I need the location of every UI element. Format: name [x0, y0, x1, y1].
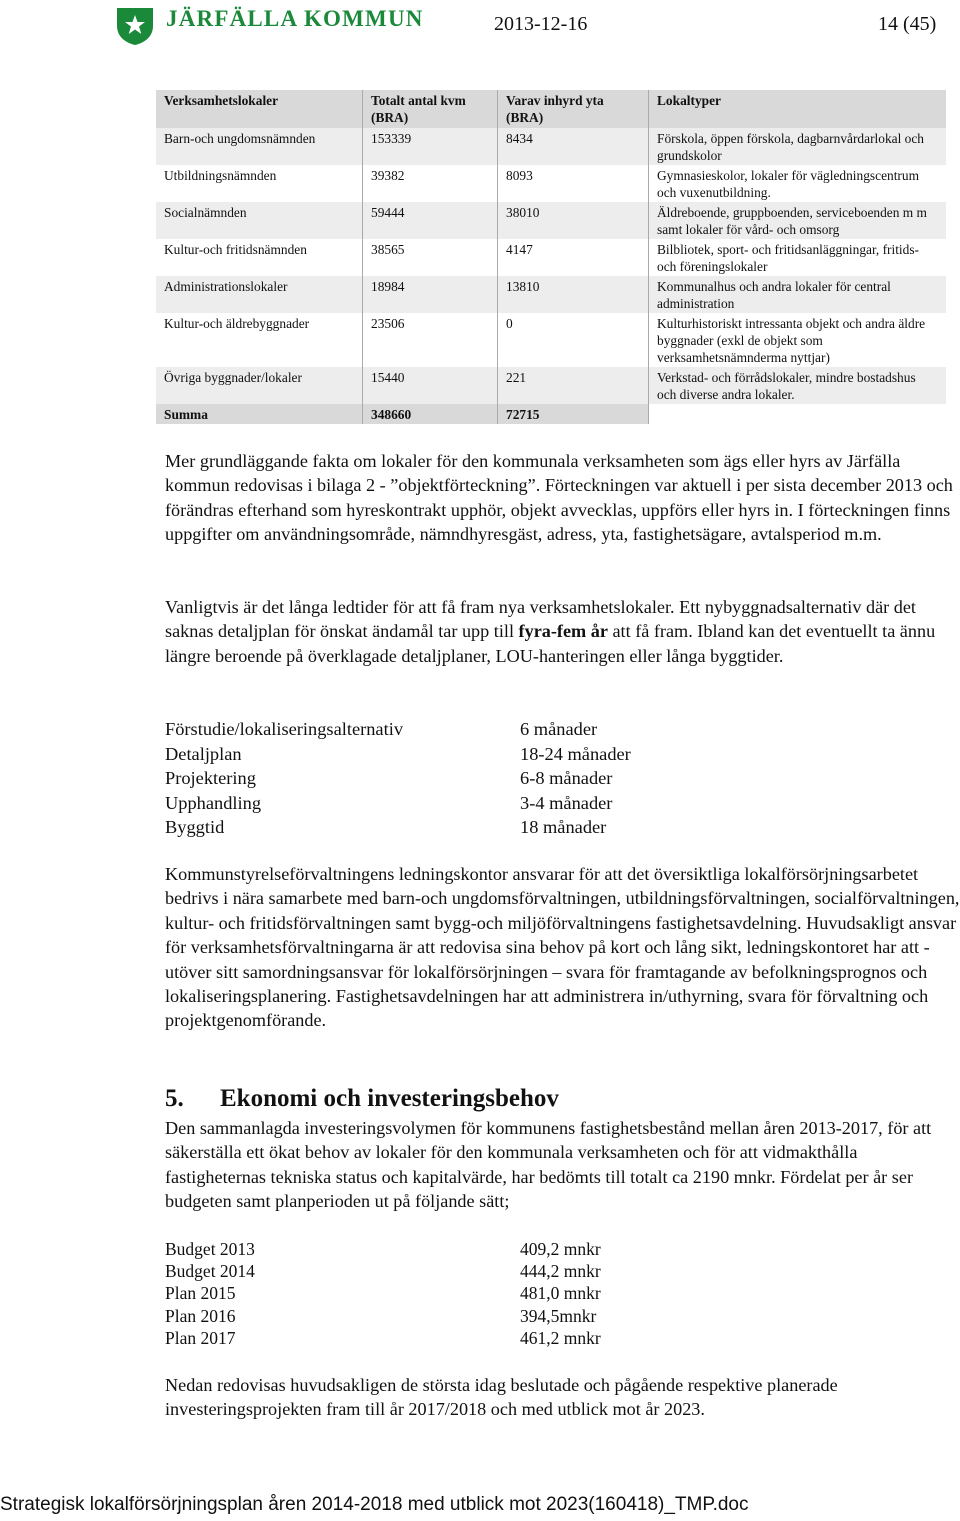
table-cell: 18984: [363, 276, 498, 313]
budget-value: 394,5mnkr: [520, 1305, 597, 1326]
municipality-logo: [114, 6, 156, 46]
paragraph-investeringsvolym: Den sammanlagda investeringsvolymen för kommunens fastighetsbestånd mellan åren 2013-2017, för att säkerställa ett ökat behov av lokaler för den kommunala verksamheten och för att vidmakthålla fastigheternas tekniska status och kapitalvärde, har bedömts till totalt ca 2190 mnkr. Fördelat per år ser budgeten samt planperioden ut på följande sätt;: [165, 1118, 932, 1212]
table-row: [156, 128, 946, 165]
table-cell: Barn-och ungdomsnämnden: [156, 128, 363, 165]
budget-value: 481,0 mnkr: [520, 1283, 601, 1304]
table-cell: 38565: [363, 239, 498, 276]
table-cell: Kultur-och fritidsnämnden: [156, 239, 363, 276]
phase-name: Detaljplan: [165, 743, 242, 764]
budget-label: Plan 2016: [165, 1305, 236, 1326]
budget-label: Plan 2017: [165, 1327, 236, 1348]
coat-of-arms-icon: [114, 6, 156, 46]
table-cell: Administrationslokaler: [156, 276, 363, 313]
document-footer: Strategisk lokalförsörjningsplan åren 2014-2018 med utblick mot 2023(160418)_TMP.doc: [0, 1494, 749, 1515]
budget-value: 409,2 mnkr: [520, 1239, 601, 1259]
page-number: 14 (45): [878, 13, 937, 35]
budget-label: Budget 2013: [165, 1239, 255, 1259]
column-header: Totalt antal kvm (BRA): [363, 90, 498, 128]
text-span: Vanligtvis är det långa ledtider för att få fram nya verksamhetslokaler. Ett nybyggnadsalternativ där det saknas detaljplan för önskat ändamål tar upp till: [165, 597, 916, 642]
phase-name: Upphandling: [165, 792, 262, 813]
table-cell: Socialnämnden: [156, 202, 363, 239]
column-header: Varav inhyrd yta (BRA): [498, 90, 649, 128]
table-row: [156, 202, 946, 239]
table-cell: Förskola, öppen förskola, dagbarnvårdarlokal och grundskolor: [649, 128, 947, 165]
table-cell: 8434: [498, 128, 649, 165]
table-cell: Äldreboende, gruppboenden, serviceboenden m m samt lokaler för vård- och omsorg: [649, 202, 947, 239]
summary-total: 348660: [363, 404, 498, 424]
table-cell: 0: [498, 313, 649, 367]
table-cell: 15440: [363, 367, 498, 404]
paragraph-ledningskontor: Kommunstyrelseförvaltningens ledningskontor ansvarar för att det översiktliga lokalförsörjningsarbetet bedrivs i nära samarbete med barn-och ungdomsförvaltningen, utbildningsförvaltningen, socialförvaltningen, kultur- och fritidsförvaltningen samt bygg-och miljöförvaltningens fastighetsavdelning. Huvudsakligt ansvar för verksamhetsförvaltningarna är att redovisa sina behov på kort och lång sikt, ledningskontoret har att - utöver sitt samordningsansvar för lokalförsörjningen – svara för framtagande av befolkningsprognos och lokaliseringsplanering. Fastighetsavdelningen har att administrera in/uthyrning, svara för förvaltning och projektgenomförande.: [165, 864, 960, 1031]
table-cell: Kulturhistoriskt intressanta objekt och andra äldre byggnader (exkl de objekt som verksamhetsnämnderma nyttjar): [649, 313, 947, 367]
table-row: [156, 313, 946, 367]
document-date: 2013-12-16: [494, 13, 588, 35]
table-row: [156, 276, 946, 313]
emphasis-text: fyra-fem år: [518, 621, 608, 642]
phase-duration: 18-24 månader: [520, 743, 631, 764]
table-row: [156, 367, 946, 404]
budget-label: Budget 2014: [165, 1261, 255, 1282]
budget-label: Plan 2015: [165, 1283, 236, 1304]
section-number: 5.: [165, 1085, 184, 1112]
budget-value: 461,2 mnkr: [520, 1327, 601, 1348]
summary-label: Summa: [156, 404, 363, 424]
phase-name: Förstudie/lokaliseringsalternativ: [165, 719, 404, 739]
table-cell: Kommunalhus och andra lokaler för central administration: [649, 276, 947, 313]
table-cell: Övriga byggnader/lokaler: [156, 367, 363, 404]
table-cell: 221: [498, 367, 649, 404]
paragraph-objektforteckning: Mer grundläggande fakta om lokaler för den kommunala verksamheten som ägs eller hyrs av Järfälla kommun redovisas i bilaga 2 - ”objektförteckning”. Förteckningen var aktuell i per sista december 2013 och förändras efterhand som hyreskontrakt upphör, objekt avvecklas, uppförs eller hyrs in. I förteckningen finns uppgifter om användningsområde, nämndhyresgäst, adress, yta, fastighetsägare, avtalsperiod m.m.: [165, 451, 953, 545]
municipality-name: JÄRFÄLLA KOMMUN: [166, 6, 424, 31]
premises-table: [156, 90, 946, 424]
table-cell: 59444: [363, 202, 498, 239]
table-row: [156, 239, 946, 276]
section-title: Ekonomi och investeringsbehov: [220, 1085, 559, 1112]
phase-duration: 18 månader: [520, 817, 607, 837]
table-cell: 8093: [498, 165, 649, 202]
table-cell: 23506: [363, 313, 498, 367]
budget-value: 444,2 mnkr: [520, 1261, 601, 1282]
table-summary-row: [156, 404, 946, 424]
table-cell: 38010: [498, 202, 649, 239]
phase-duration: 6-8 månader: [520, 768, 613, 788]
table-cell: 39382: [363, 165, 498, 202]
table-cell: 13810: [498, 276, 649, 313]
table-cell: Gymnasieskolor, lokaler för vägledningscentrum och vuxenutbildning.: [649, 165, 947, 202]
table-cell: 153339: [363, 128, 498, 165]
table-cell: Verkstad- och förrådslokaler, mindre bostadshus och diverse andra lokaler.: [649, 367, 947, 404]
phase-name: Byggtid: [165, 817, 225, 837]
column-header: Lokaltyper: [649, 90, 947, 128]
table-cell: Utbildningsnämnden: [156, 165, 363, 202]
text-span: att få fram. Ibland kan det eventuellt ta ännu längre beroende på överklagade detaljplaner, LOU-hanteringen eller långa byggtider.: [165, 621, 936, 666]
table-row: [156, 165, 946, 202]
table-cell: Bilbliotek, sport- och fritidsanläggningar, fritids- och föreningslokaler: [649, 239, 947, 276]
table-header-row: [156, 90, 946, 128]
summary-empty-cell: [649, 404, 947, 424]
summary-rented: 72715: [498, 404, 649, 424]
paragraph-ledtider: [165, 595, 960, 668]
phase-duration: 3-4 månader: [520, 792, 613, 813]
column-header: Verksamhetslokaler: [156, 90, 363, 128]
table-cell: 4147: [498, 239, 649, 276]
phase-duration: 6 månader: [520, 719, 598, 739]
section-heading: [165, 1085, 559, 1113]
table-cell: Kultur-och äldrebyggnader: [156, 313, 363, 367]
phase-name: Projektering: [165, 768, 256, 788]
paragraph-investeringsprojekt: Nedan redovisas huvudsakligen de största idag beslutade och pågående respektive planerade investeringsprojekten fram till år 2017/2018 och med utblick mot år 2023.: [165, 1375, 838, 1420]
